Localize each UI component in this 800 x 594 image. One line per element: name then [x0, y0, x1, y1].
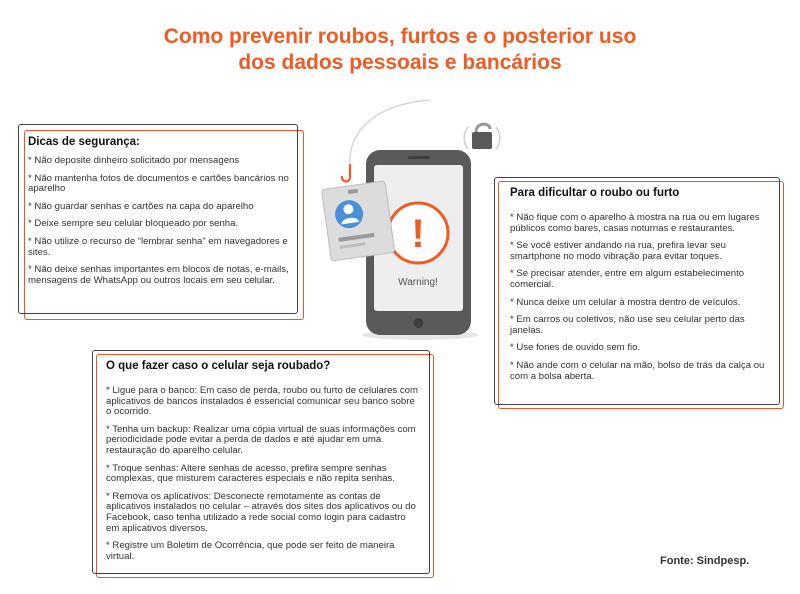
list-item: * Em carros ou coletivos, não use seu celular perto das janelas.: [510, 314, 745, 336]
hinder-theft-heading: Para dificultar o roubo ou furto: [510, 187, 680, 199]
padlock-icon: [464, 124, 500, 149]
phone-speaker: [408, 156, 430, 159]
list-item: * Não guardar senhas e cartões na capa do aparelho: [28, 200, 254, 212]
hinder-theft-list: [510, 213, 770, 382]
list-item: * Se você estiver andando na rua, prefira levar seu smartphone no modo vibração para evitar toques.: [510, 240, 726, 262]
list-item: * Remova os aplicativos: Desconecte remotamente as contas de aplicativos instalados no celular – através dos sites dos aplicativos ou do Facebook, caso tenha utilizado a rede social como login para cadastro em aplicativos diversos.: [106, 490, 416, 534]
list-item: * Deixe sempre seu celular bloqueado por senha.: [28, 218, 239, 230]
list-item: * Registre um Boletim de Ocorrência, que pode ser feito de maneira virtual.: [106, 540, 395, 562]
title-line-2: dos dados pessoais e bancários: [238, 51, 562, 74]
list-item: * Não deposite dinheiro solicitado por mensagens: [28, 155, 240, 166]
hook-icon: [342, 165, 350, 182]
list-item: * Use fones de ouvido sem fio.: [510, 342, 641, 354]
list-item: * Não fique com o aparelho à mostra na rua ou em lugares públicos como bares, casas noturnas e restaurantes.: [510, 212, 760, 234]
title-line-1: Como prevenir roubos, furtos e o posterior uso: [163, 25, 637, 48]
id-card-icon: [321, 181, 394, 261]
phone-warning-illustration: [320, 95, 520, 345]
security-tips-card: [18, 124, 304, 320]
list-item: * Ligue para o banco: Em caso de perda, roubo ou furto de celulares com aplicativos de bancos instalados é essencial comunicar seu banco sobre o ocorrido.: [106, 385, 418, 418]
list-item: * Troque senhas: Altere senhas de acesso, prefira sempre senhas complexas, que misturem caracteres especiais e não repita senhas.: [106, 462, 396, 485]
list-item: * Não ande com o celular na mão, bolso de trás da calça ou com a bolsa aberta.: [510, 359, 765, 382]
list-item: * Não deixe senhas importantes em blocos de notas, e-mails, mensagens de WhatsApp ou outros locais em seu celular.: [28, 264, 289, 286]
if-stolen-heading: O que fazer caso o celular seja roubado?: [106, 360, 331, 372]
hinder-theft-card: [494, 177, 786, 409]
security-tips-heading: Dicas de segurança:: [28, 136, 140, 148]
if-stolen-list: [106, 386, 418, 562]
alert-symbol-icon: !: [411, 212, 425, 256]
list-item: * Nunca deixe um celular à mostra dentro de veículos.: [510, 296, 741, 308]
if-stolen-card: [92, 350, 436, 578]
warning-label: Warning!: [398, 277, 438, 288]
list-item: * Não utilize o recurso de “lembrar senha” em navegadores e sites.: [28, 235, 288, 258]
list-item: * Não mantenha fotos de documentos e cartões bancários no aparelho: [28, 172, 289, 195]
phone-home-button: [414, 318, 424, 328]
source-credit: Fonte: Sindpesp.: [660, 555, 750, 567]
list-item: * Tenha um backup: Realizar uma cópia virtual de suas informações com periodicidade pode evitar a perda de dados e até ajudar em uma restauração do aparelho celular.: [106, 423, 416, 456]
security-tips-list: [28, 156, 290, 286]
page-title: [0, 24, 800, 76]
list-item: * Se precisar atender, entre em algum estabelecimento comercial.: [510, 268, 745, 290]
